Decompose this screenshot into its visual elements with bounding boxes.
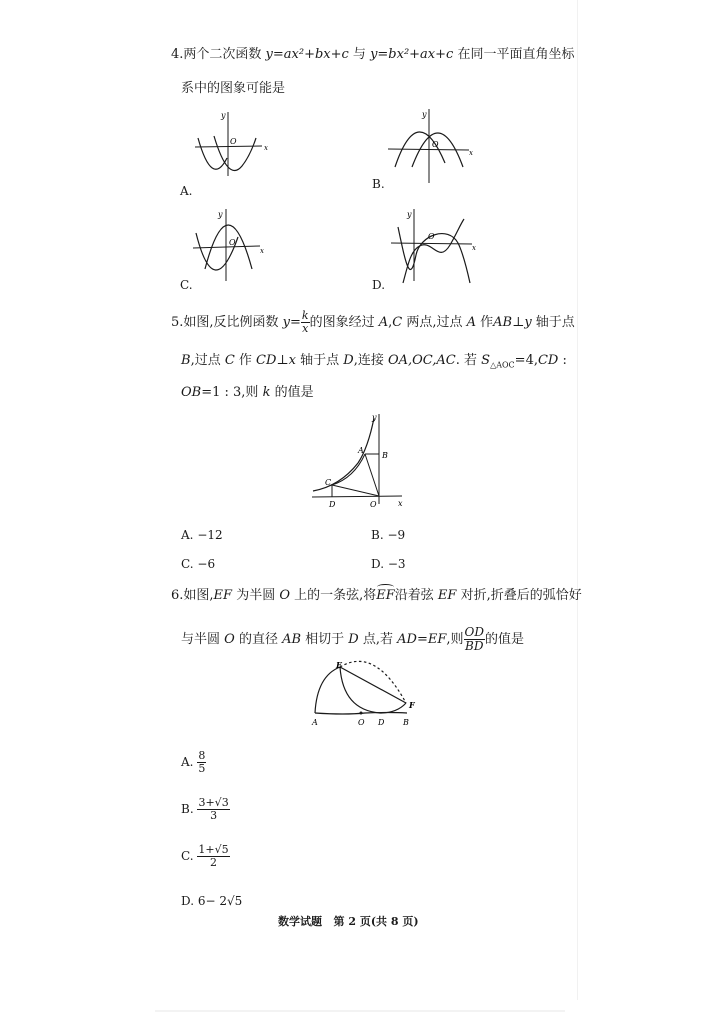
option-value: −3: [387, 557, 406, 571]
option-label: D.: [371, 557, 385, 571]
q5-math: A: [378, 315, 389, 330]
option-value: −6: [197, 557, 216, 571]
option-label: A.: [181, 528, 194, 542]
q4-function-1: y=ax²+bx+c: [265, 47, 349, 62]
label-a: A: [312, 718, 318, 727]
label-e: E: [336, 660, 343, 670]
q5-math: y=: [282, 315, 301, 330]
q6-text: 上的一条弦,将: [290, 588, 377, 603]
q6-text: 如图,: [183, 588, 214, 603]
label-f: F: [409, 700, 415, 710]
q6-option-c: [181, 844, 230, 869]
q6-option-b: [181, 797, 230, 822]
q5-text: 轴于点: [295, 353, 344, 368]
frac-numerator: 8: [198, 749, 206, 762]
q5-option-c: [181, 556, 215, 572]
q5-math: B: [181, 353, 191, 368]
label-c: C: [325, 478, 332, 487]
q5-math: A: [466, 315, 477, 330]
q5-text: 的值是: [270, 385, 314, 400]
q6-math: AD=EF: [397, 632, 447, 647]
q4-graph-a: [190, 108, 270, 178]
y-label: y: [221, 111, 226, 120]
origin-label: O: [428, 232, 435, 241]
q5-math: AB⊥y: [493, 315, 532, 330]
q5-line-3: [181, 384, 314, 402]
option-label: B.: [181, 802, 194, 816]
q5-number: 5.: [171, 315, 184, 330]
q6-fraction-od-bd: [464, 626, 485, 653]
q5-text: ,: [388, 315, 393, 330]
q5-math: k: [262, 385, 271, 400]
option-value: −9: [387, 528, 406, 542]
page-footer: [278, 913, 419, 929]
option-label: C.: [181, 557, 194, 571]
center-point-o: [360, 712, 363, 715]
q6-math: AB: [282, 632, 302, 647]
label-b: B: [382, 451, 388, 460]
option-label: A.: [181, 755, 194, 769]
label-d: D: [378, 718, 385, 727]
scan-edge: [577, 0, 578, 1000]
y-label: y: [422, 110, 427, 119]
q5-fraction-k-over-x: [301, 310, 310, 335]
q4-option-a: A.: [180, 184, 193, 198]
q4-text: 在同一平面直角坐标: [453, 47, 575, 62]
scan-bottom-edge: [155, 1010, 565, 1012]
q5-math: C: [224, 353, 235, 368]
frac-denominator: 2: [210, 856, 218, 869]
q6-math: D: [348, 632, 359, 647]
q6-text: 相切于: [301, 632, 349, 647]
q4-graph-c: [190, 205, 270, 283]
q6-line-2: [181, 626, 524, 653]
q5-text: 两点,过点: [402, 315, 467, 330]
q5-subscript: △AOC: [490, 360, 515, 370]
q6-text: 的值是: [484, 632, 524, 647]
parabola-aux: [404, 217, 466, 281]
label-x: x: [398, 499, 403, 508]
q5-figure: [310, 408, 410, 512]
q5-text: ,过点: [190, 353, 225, 368]
label-o: O: [370, 500, 377, 509]
q6-number: 6.: [171, 588, 184, 603]
q5-line-2: [181, 352, 567, 375]
q6-math: EF: [213, 588, 233, 603]
q5-math: S: [481, 353, 491, 368]
frac-denominator: 5: [198, 762, 206, 775]
q5-text: =1 : 3,则: [201, 385, 263, 400]
parabola-1: [198, 138, 227, 169]
q5-text: 如图,反比例函数: [183, 315, 283, 330]
q5-math: C: [392, 315, 403, 330]
q4-line-1: [171, 46, 574, 64]
x-label: x: [264, 144, 268, 152]
q6-math: O: [224, 632, 235, 647]
q4-line-2: 系中的图象可能是: [181, 81, 286, 96]
q5-math: CD: [537, 353, 559, 368]
y-label: y: [218, 210, 223, 219]
segment-oc: [332, 485, 379, 496]
label-o: O: [358, 718, 365, 727]
option-fraction: [197, 750, 206, 775]
q5-text: 的图象经过: [309, 315, 379, 330]
frac-numerator: OD: [464, 625, 484, 639]
q6-arc-ef: EF: [376, 588, 395, 603]
q5-text: ,连接: [353, 353, 388, 368]
x-label: x: [469, 149, 473, 157]
option-fraction: [197, 797, 229, 822]
q4-text: 两个二次函数: [183, 47, 266, 62]
origin-label: O: [230, 137, 237, 146]
q4-option-d: D.: [372, 278, 386, 292]
y-label: y: [407, 210, 412, 219]
semicircle-arc: [315, 667, 340, 713]
q6-line-1: [171, 587, 582, 605]
q4-text: 与: [348, 47, 371, 62]
q5-text: 轴于点: [531, 315, 575, 330]
option-label: C.: [181, 849, 194, 863]
q6-text: 为半圆: [232, 588, 280, 603]
x-axis: [312, 496, 402, 497]
q5-math: CD⊥x: [256, 353, 296, 368]
q6-math: EF: [437, 588, 457, 603]
option-label: B.: [371, 528, 384, 542]
origin-label: O: [432, 140, 439, 149]
q6-figure: [305, 658, 430, 728]
q5-text: =4,: [514, 353, 538, 368]
folded-arc: [340, 667, 406, 713]
q5-option-a: [181, 527, 223, 543]
q5-math: D: [343, 353, 354, 368]
q5-math: OA,OC,AC: [387, 353, 456, 368]
q6-option-a: [181, 750, 206, 775]
q5-text: 作: [234, 353, 257, 368]
q4-graph-d: [388, 205, 478, 285]
parabola-aux: [398, 227, 454, 262]
segment-oa: [365, 454, 379, 496]
option-value: 6− 2√5: [197, 894, 243, 908]
origin-label: O: [229, 238, 236, 247]
q6-text: 的直径: [234, 632, 283, 647]
frac-numerator: 3+√3: [198, 796, 229, 809]
label-b: B: [403, 718, 409, 727]
q6-text: 与半圆: [181, 632, 225, 647]
q6-text: ,则: [446, 632, 464, 647]
label-a: A: [358, 446, 364, 455]
option-value: −12: [197, 528, 223, 542]
footer-page-number: 第 2 页(共 8 页): [333, 915, 419, 928]
q5-option-b: [371, 527, 405, 543]
q6-text: 沿着弦: [394, 588, 438, 603]
parabola-2: [403, 219, 464, 283]
q6-math: O: [279, 588, 290, 603]
frac-denominator: x: [302, 322, 309, 335]
x-label: x: [260, 247, 264, 255]
q6-text: 对折,折叠后的弧恰好: [456, 588, 582, 603]
option-fraction: [197, 844, 229, 869]
q5-line-1: [171, 310, 575, 335]
frac-denominator: 3: [210, 809, 218, 822]
q5-math: OB: [181, 385, 202, 400]
q4-graph-b: [385, 105, 475, 185]
q5-option-d: [371, 556, 406, 572]
q5-text: . 若: [455, 353, 482, 368]
q4-option-b: B.: [372, 177, 385, 191]
q5-text: :: [558, 353, 567, 368]
original-arc-dashed: [340, 661, 406, 703]
x-label: x: [472, 244, 476, 252]
q6-option-d: [181, 893, 242, 909]
label-d: D: [329, 500, 336, 509]
frac-numerator: 1+√5: [198, 843, 229, 856]
footer-subject: 数学试题: [278, 915, 322, 928]
q6-text: 点,若: [358, 632, 398, 647]
q4-function-2: y=bx²+ax+c: [370, 47, 454, 62]
label-y: y: [372, 413, 377, 422]
frac-denominator: BD: [465, 639, 484, 653]
q4-number: 4.: [171, 47, 184, 62]
x-axis: [391, 243, 472, 244]
frac-numerator: k: [301, 309, 309, 322]
q4-option-c: C.: [180, 278, 193, 292]
option-label: D.: [181, 894, 195, 908]
q5-text: 作: [476, 315, 494, 330]
